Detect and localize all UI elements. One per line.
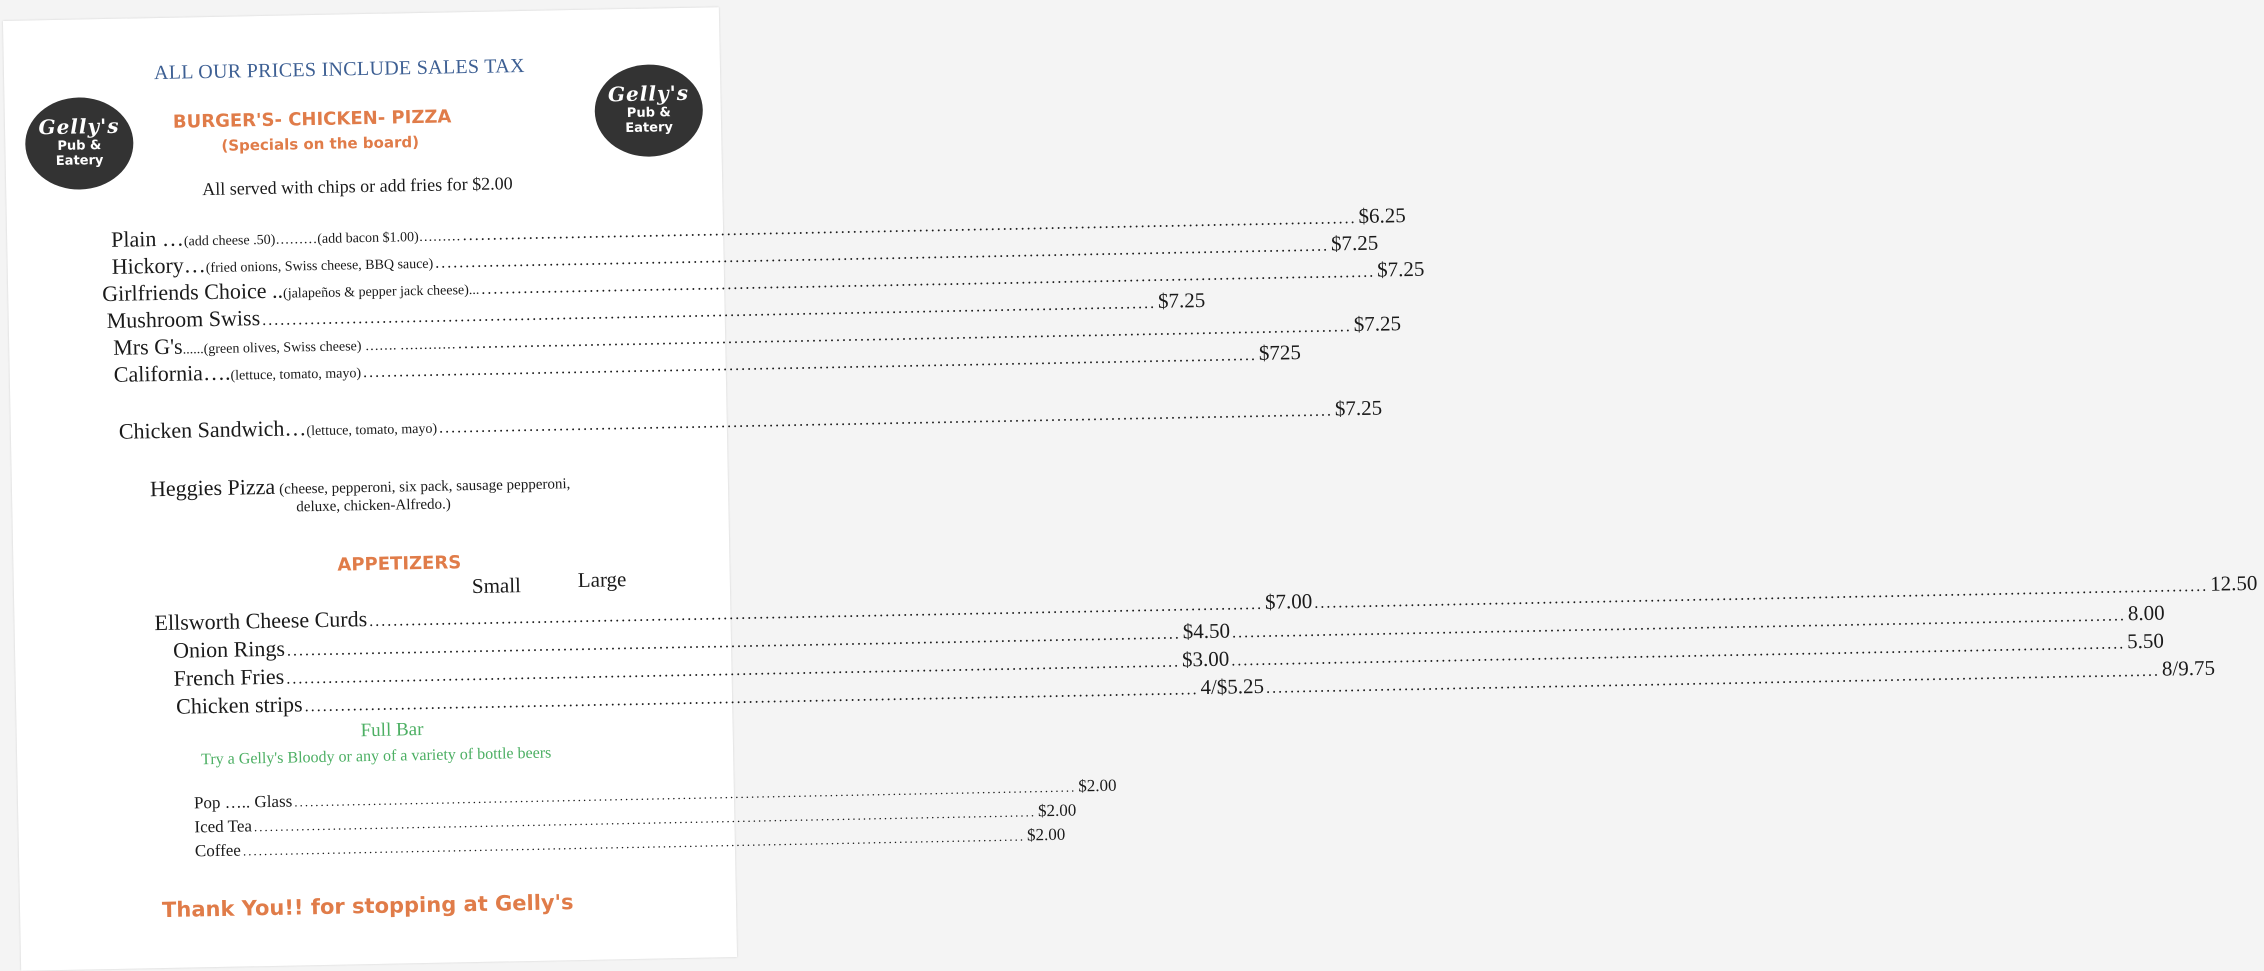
drink-price: $2.00 <box>1078 775 1117 796</box>
price-large: 8/9.75 <box>2161 655 2216 681</box>
item-price: $7.25 <box>1157 287 1206 313</box>
drink-name: Pop ….. Glass <box>193 791 293 813</box>
dot-leader <box>439 403 1333 438</box>
item-name: Chicken Sandwich… <box>118 415 307 444</box>
price-small: $7.00 <box>1264 588 1313 614</box>
item-name: Ellsworth Cheese Curds <box>154 606 368 636</box>
item-detail: (jalapeños & pepper jack cheese)... <box>282 282 480 302</box>
item-price: $725 <box>1258 340 1302 365</box>
item-name: California…. <box>113 359 231 387</box>
item-name: Mushroom Swiss <box>106 305 261 334</box>
price-small: $4.50 <box>1182 618 1231 644</box>
drink-list <box>193 775 1117 861</box>
col-large-header: Large <box>577 567 627 593</box>
logo-left <box>24 96 134 190</box>
chicken-sandwich-item <box>118 395 1383 449</box>
item-name: Hickory… <box>111 252 206 279</box>
logo-script: Gelly's <box>607 80 690 107</box>
item-price: $6.25 <box>1358 203 1406 228</box>
item-detail: (add cheese .50)………(add bacon $1.00)……… <box>183 229 461 250</box>
item-price: $7.25 <box>1376 256 1425 282</box>
appetizers-title: APPETIZERS <box>337 552 462 576</box>
logo-right <box>594 64 704 158</box>
item-detail: ......(green olives, Swiss cheese) ……. ………… <box>182 337 457 358</box>
drink-name: Coffee <box>194 840 242 861</box>
drink-price: $2.00 <box>1026 824 1066 845</box>
item-name: Mrs G's <box>112 333 183 360</box>
item-name: Onion Rings <box>172 635 286 663</box>
item-price: $7.25 <box>1330 230 1379 256</box>
logo-line2: Pub & <box>57 138 102 154</box>
burgers-title: BURGER'S- CHICKEN- PIZZA <box>172 106 452 133</box>
item-name: Heggies Pizza <box>149 473 276 502</box>
dot-leader <box>1266 663 2160 698</box>
price-large: 5.50 <box>2126 628 2165 654</box>
drink-price: $2.00 <box>1037 800 1077 821</box>
logo-line3: Eatery <box>625 120 674 137</box>
thank-you-footer: Thank You!! for stopping at Gelly's <box>161 890 574 923</box>
price-large: 8.00 <box>2127 600 2165 626</box>
item-detail: (fried onions, Swiss cheese, BBQ sauce) <box>205 256 434 277</box>
col-small-header: Small <box>471 573 522 599</box>
item-price: $7.25 <box>1334 395 1383 421</box>
drink-name: Iced Tea <box>194 816 253 837</box>
item-name: French Fries <box>173 663 285 691</box>
item-name: Plain … <box>110 225 185 252</box>
pizza-item <box>150 468 571 502</box>
item-name: Chicken strips <box>175 691 303 719</box>
item-detail: (lettuce, tomato, mayo) <box>230 366 362 384</box>
burgers-subtitle: (Specials on the board) <box>221 132 420 155</box>
burger-list <box>101 203 1425 387</box>
full-bar-note: Try a Gelly's Bloody or any of a variety of bottle beers <box>201 744 552 769</box>
price-large: 12.50 <box>2209 570 2258 596</box>
logo-line3: Eatery <box>55 153 104 169</box>
item-detail: (lettuce, tomato, mayo) <box>306 421 438 440</box>
pizza-detail-line2: deluxe, chicken-Alfredo.) <box>296 496 451 516</box>
price-small: $3.00 <box>1181 646 1230 672</box>
menu-page <box>3 7 2258 971</box>
served-note: All served with chips or add fries for $2.00 <box>202 173 513 200</box>
tax-notice: ALL OUR PRICES INCLUDE SALES TAX <box>153 54 525 85</box>
price-small: 4/$5.25 <box>1200 673 1265 700</box>
item-name: Girlfriends Choice .. <box>101 277 284 307</box>
item-price: $7.25 <box>1353 311 1402 337</box>
logo-script: Gelly's <box>38 113 120 140</box>
logo-line2: Pub & <box>626 105 671 121</box>
item-detail-line1: (cheese, pepperoni, six pack, sausage pepperoni, <box>279 476 571 498</box>
full-bar-title: Full Bar <box>360 719 424 742</box>
